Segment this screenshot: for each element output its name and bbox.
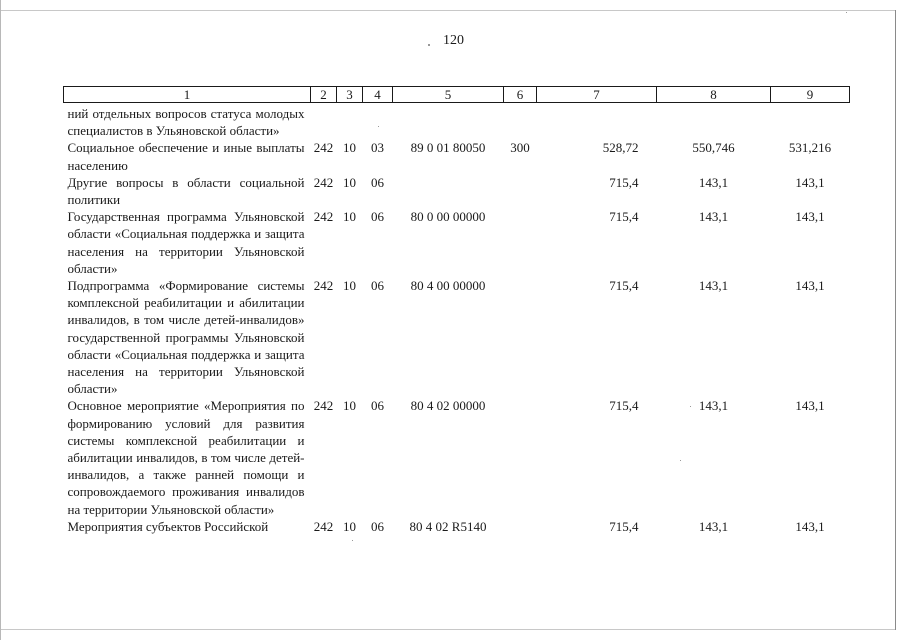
row-col-7: 715,4 — [609, 209, 639, 225]
row-col-4 — [363, 103, 393, 140]
table-row — [64, 277, 850, 397]
row-col-4: 06 — [371, 518, 384, 534]
row-col-8: 550,746 — [692, 140, 735, 156]
row-col-6 — [504, 103, 537, 140]
header-col-9: 9 — [771, 87, 850, 103]
table-row — [64, 208, 850, 277]
row-col-9: 531,216 — [788, 140, 832, 156]
scan-speck — [428, 44, 430, 46]
row-col-2: 242 — [313, 278, 334, 294]
table-row — [64, 518, 850, 535]
row-col-3: 10 — [343, 398, 356, 414]
page-number: 120 — [443, 33, 464, 48]
row-col-3: 10 — [343, 518, 356, 534]
table-row — [64, 174, 850, 208]
scan-edge-bottom — [0, 629, 896, 630]
row-col-6 — [504, 397, 537, 517]
row-name: Подпрограмма «Формирование системы комплексной реабилитации и абилитации инвалидов, в том числе детей-инвалидов» государственной программы Ульяновской области «Социальная поддержка и защита населения на территории Ульяновской области» — [67, 278, 305, 397]
row-col-7: 528,72 — [602, 140, 639, 156]
row-col-9 — [771, 103, 850, 140]
header-col-8: 8 — [657, 87, 771, 103]
row-col-4: 06 — [371, 398, 384, 414]
row-col-3 — [337, 103, 363, 140]
row-col-7: 715,4 — [609, 398, 639, 414]
row-col-8: 143,1 — [698, 209, 729, 225]
header-col-3: 3 — [337, 87, 363, 103]
row-col-4: 03 — [371, 140, 384, 156]
row-col-5 — [393, 103, 504, 140]
scan-edge-left — [0, 0, 1, 640]
row-col-6 — [504, 208, 537, 277]
scan-edge-top — [0, 10, 896, 11]
row-col-8: 143,1 — [698, 518, 729, 534]
row-col-2: 242 — [313, 518, 334, 534]
header-col-1: 1 — [64, 87, 311, 103]
row-col-5: 89 0 01 80050 — [410, 140, 486, 156]
row-name: Социальное обеспечение и иные выплаты населению — [67, 140, 305, 173]
row-col-2: 242 — [313, 209, 334, 225]
scan-edge-right — [895, 10, 896, 630]
row-col-5: 80 0 00 00000 — [410, 209, 486, 225]
row-col-7: 715,4 — [609, 518, 639, 534]
row-name: Другие вопросы в области социальной политики — [67, 174, 305, 208]
row-col-3: 10 — [343, 174, 356, 190]
row-name: ний отдельных вопросов статуса молодых специалистов в Ульяновской области» — [67, 106, 305, 139]
row-name: Мероприятия субъектов Российской — [67, 518, 269, 534]
row-col-4: 06 — [371, 278, 384, 294]
row-col-5: 80 4 02 00000 — [410, 398, 486, 414]
row-col-2 — [311, 103, 337, 140]
row-col-6 — [504, 277, 537, 397]
header-col-7: 7 — [537, 87, 657, 103]
row-col-9: 143,1 — [795, 174, 825, 190]
header-col-6: 6 — [504, 87, 537, 103]
row-col-4: 06 — [371, 209, 384, 225]
row-col-4: 06 — [371, 174, 384, 190]
row-col-6 — [504, 518, 537, 535]
budget-table — [63, 86, 850, 535]
row-col-8: 143,1 — [698, 398, 729, 414]
row-col-3: 10 — [343, 140, 356, 156]
table-row — [64, 397, 850, 517]
row-col-7: 715,4 — [609, 174, 639, 190]
row-name: Государственная программа Ульяновской области «Социальная поддержка и защита населения на территории Ульяновской области» — [67, 209, 305, 276]
row-col-8 — [657, 103, 771, 140]
header-col-4: 4 — [363, 87, 393, 103]
row-col-2: 242 — [313, 140, 334, 156]
row-col-3: 10 — [343, 209, 356, 225]
row-col-5: 80 4 00 00000 — [410, 278, 486, 294]
row-name: Основное мероприятие «Мероприятия по формированию условий для развития системы комплексной реабилитации и абилитации инвалидов, в том числе детей-инвалидов, а также ранней помощи и сопровождаемого проживания инвалидов на территории Ульяновской области» — [67, 398, 305, 517]
row-col-8: 143,1 — [698, 174, 729, 190]
row-col-3: 10 — [343, 278, 356, 294]
table-row — [64, 139, 850, 173]
row-col-9: 143,1 — [795, 398, 825, 414]
header-col-2: 2 — [311, 87, 337, 103]
header-col-5: 5 — [393, 87, 504, 103]
row-col-9: 143,1 — [795, 278, 825, 294]
row-col-8: 143,1 — [698, 278, 729, 294]
row-col-6: 300 — [510, 140, 530, 156]
table-header-row — [64, 87, 850, 103]
row-col-6 — [504, 174, 537, 208]
scan-speck — [352, 540, 353, 541]
table-row — [64, 103, 850, 140]
scan-speck — [846, 12, 847, 13]
row-col-2: 242 — [313, 398, 334, 414]
row-col-5 — [393, 174, 504, 208]
row-col-9: 143,1 — [795, 518, 825, 534]
row-col-7: 715,4 — [609, 278, 639, 294]
row-col-7 — [537, 103, 657, 140]
row-col-2: 242 — [313, 174, 334, 190]
row-col-9: 143,1 — [795, 209, 825, 225]
row-col-5: 80 4 02 R5140 — [409, 518, 487, 534]
